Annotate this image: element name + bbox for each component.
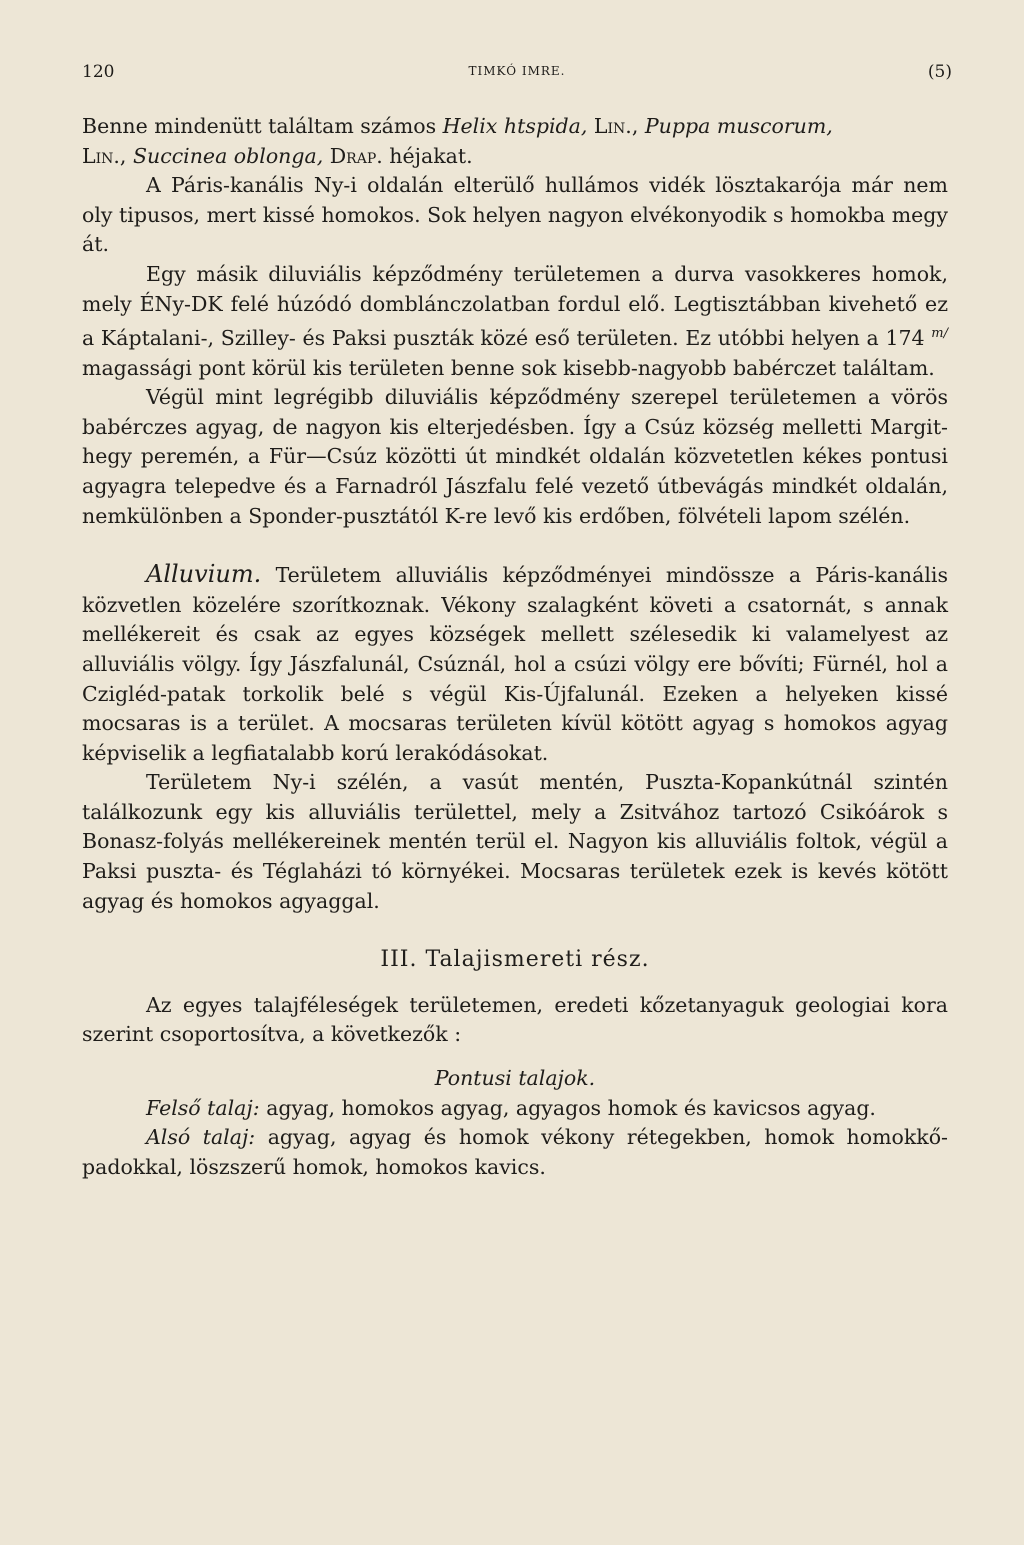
spacer <box>82 531 948 560</box>
paragraph-red-clay: Végül mint legrégibb diluviális képződmény szerepel területemen a vörös babérczes agyag, de nagyon kis elterjedésben. Így a Csúz község melletti Margit-hegy peremén, a Für—Csúz közötti út mindkét oldalán közvetetlen kékes pontusi agyagra telepedve és a Farnadról Jászfalu felé vezető útbevágás mindkét oldalán, nemkülönben a Sponder-pusztától K-re levő kis erdőben, fölvételi lapom szélén. <box>82 385 948 528</box>
author-abbrev: Drap. <box>323 143 383 168</box>
text-run: agyag, homokos agyag, agyagos homok és kavicsos agyag. <box>259 1095 876 1120</box>
text-run: Benne mindenütt találtam számos <box>82 114 443 138</box>
paragraph-lower-soil <box>82 1123 948 1182</box>
spacer <box>82 975 948 991</box>
author-abbrev: Lin. <box>82 143 120 168</box>
unit-metre: m/ <box>931 326 948 342</box>
label-upper-soil: Felső talaj: <box>146 1095 260 1120</box>
paragraph-soil-intro: Az egyes talajféleségek területemen, eredeti kőzetanyaguk geologiai kora szerint csoportosítva, a következők : <box>82 992 948 1047</box>
text-run: Területem alluviális képződményei mindössze a Páris-kanális közvetlen közelére szorítkoznak. Vékony szalagként követi a csatornát, s annak mellékereit és csak az egyes községek mellett szélesedik ki valamelyest az alluviális völgy. Így Jászfalunál, Csúznál, hol a csúzi völgy ere bővíti; Fürnél, hol a Czigléd-patak torkolik belé s végül Kis-Újfalunál. Ezeken a helyeken kissé mocsaras is a terület. A mocsaras területen kívül kötött agyag s homokos agyag képviselik a legfiatalabb korú lerakódásokat. <box>82 563 948 765</box>
subsection-title: Pontusi talajok. <box>434 1066 596 1091</box>
running-head: TIMKÓ IMRE. <box>468 64 566 78</box>
page-number: 120 <box>82 62 115 82</box>
paragraph-west-edge: Területem Ny-i szélén, a vasút mentén, Puszta-Kopankútnál szintén találkozunk egy kis alluviális területtel, mely a Zsitvához tartozó Csikóárok s Bonasz-folyás mellékereinek mentén terül el. Nagyon kis alluviális foltok, végül a Paksi puszta- és Téglaházi tó környékei. Mocsaras területek ezek is kevés kötött agyag és homokos agyaggal. <box>82 770 948 913</box>
species-name: Puppa muscorum, <box>644 114 833 138</box>
label-lower-soil: Alsó talaj: <box>146 1125 256 1150</box>
text-run: Egy másik diluviális képződmény területemen a durva vasokkeres homok, mely ÉNy-DK felé húzódó domblánczolatban fordul elő. Legtisztábban kivehető ez a Káptalani-, Szilley- és Paksi puszták közé eső területen. Ez utóbbi helyen a 174 <box>82 261 948 350</box>
text-run: , <box>631 114 645 138</box>
text-run: agyag, agyag és homok vékony rétegekben, homok homokkő-padokkal, löszszerű homok, homokos kavics. <box>82 1125 948 1179</box>
text-run: héjakat. <box>382 143 473 168</box>
spacer <box>82 1050 948 1064</box>
paragraph-alluvium <box>82 560 948 768</box>
spacer <box>82 916 948 945</box>
text-run: magassági pont körül kis területen benne sok kisebb-nagyobb babérczet találtam. <box>82 355 935 380</box>
paragraph-snails <box>82 112 948 171</box>
paragraph-upper-soil <box>82 1094 948 1124</box>
species-name: Helix htspida, <box>442 114 588 138</box>
page-header <box>82 62 952 88</box>
section-mark: (5) <box>927 62 952 82</box>
section-title: III. Talajismereti rész. <box>380 947 650 973</box>
text-run: , <box>119 143 133 168</box>
species-name: Succinea oblonga, <box>132 143 324 168</box>
paragraph-diluvial-sand <box>82 260 948 383</box>
paragraph-paris-canal: A Páris-kanális Ny-i oldalán elterülő hullámos vidék lösztakarója már nem oly tipusos, mert kissé homokos. Sok helyen nagyon elvékonyodik s homokba megy át. <box>82 173 948 257</box>
page-body <box>82 112 948 1182</box>
alluvium-heading: Alluvium. <box>146 560 262 589</box>
author-abbrev: Lin. <box>587 114 632 138</box>
